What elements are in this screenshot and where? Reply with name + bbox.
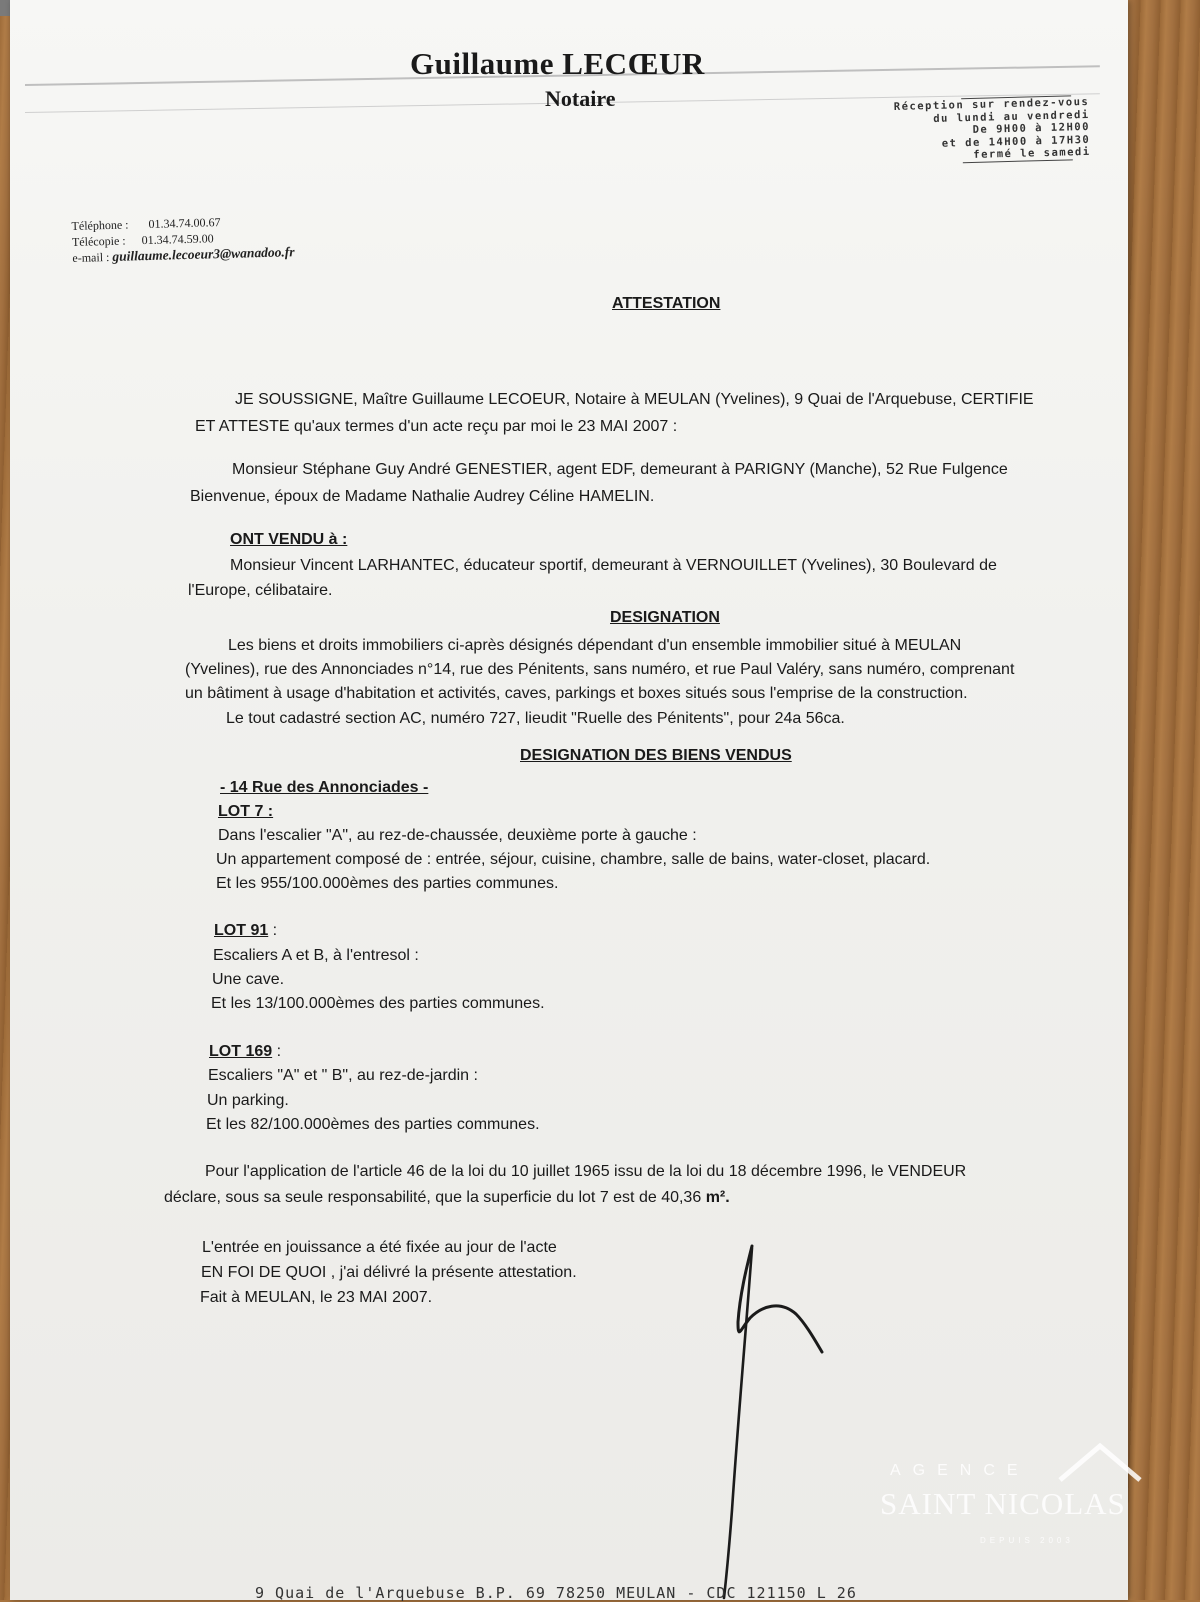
- doc-heading: ATTESTATION: [612, 295, 721, 312]
- lot-label: LOT 169: [209, 1043, 273, 1060]
- fax-value: 01.34.74.59.00: [141, 231, 214, 248]
- lot-line: Une cave.: [212, 971, 285, 988]
- lot-line: Et les 82/100.000èmes des parties communes.: [206, 1116, 540, 1133]
- lot-line: Escaliers "A" et " B", au rez-de-jardin :: [208, 1067, 478, 1084]
- intro-line-2: ET ATTESTE qu'aux termes d'un acte reçu par moi le 23 MAI 2007 :: [195, 418, 678, 435]
- attestation-paper: [10, 0, 1128, 1600]
- hours-line: et de 14H00 à 17H30: [941, 133, 1091, 150]
- watermark-since: DEPUIS 2003: [980, 1536, 1074, 1545]
- lot-label-suffix: :: [268, 922, 278, 939]
- closing-line-3: Fait à MEULAN, le 23 MAI 2007.: [200, 1289, 433, 1306]
- phone-label: Téléphone :: [71, 217, 129, 234]
- lot-label: LOT 91: [214, 922, 269, 939]
- closing-line-2: EN FOI DE QUOI , j'ai délivré la présente attestation.: [201, 1264, 577, 1281]
- sold-heading: ONT VENDU à :: [230, 531, 348, 548]
- hours-line: De 9H00 à 12H00: [972, 120, 1091, 136]
- designation-heading: DESIGNATION: [610, 609, 720, 626]
- phone-value: 01.34.74.00.67: [148, 215, 221, 231]
- notary-name: Guillaume LECŒUR: [410, 46, 705, 81]
- notary-signature: [10, 0, 1128, 1600]
- lot-line: Escaliers A et B, à l'entresol :: [213, 947, 419, 964]
- lot-line: Un parking.: [207, 1092, 289, 1109]
- buyer-line-1: Monsieur Vincent LARHANTEC, éducateur sportif, demeurant à VERNOUILLET (Yvelines), 30 Boulevard de: [230, 557, 997, 574]
- lot-line: Et les 13/100.000èmes des parties communes.: [211, 995, 545, 1012]
- lot-line: Et les 955/100.000èmes des parties communes.: [216, 875, 559, 892]
- goods-heading: DESIGNATION DES BIENS VENDUS: [520, 747, 792, 764]
- agency-watermark: [880, 1440, 1160, 1590]
- closing-line-1: L'entrée en jouissance a été fixée au jour de l'acte: [202, 1239, 557, 1256]
- hours-line: du lundi au vendredi: [933, 108, 1090, 125]
- hours-line: Réception sur rendez-vous: [893, 95, 1090, 113]
- buyer-line-2: l'Europe, célibataire.: [188, 582, 333, 599]
- property-address: - 14 Rue des Annonciades -: [220, 779, 429, 796]
- designation-line-3: un bâtiment à usage d'habitation et activités, caves, parkings et boxes situés sous l'emprise de la construction.: [185, 685, 968, 702]
- email-value: guillaume.lecoeur3@wanadoo.fr: [112, 244, 295, 264]
- designation-line-4: Le tout cadastré section AC, numéro 727, lieudit "Ruelle des Pénitents", pour 24a 56ca.: [226, 710, 845, 727]
- notary-title: Notaire: [545, 86, 616, 111]
- fax-label: Télécopie :: [71, 233, 126, 249]
- email-label: e-mail :: [72, 250, 110, 265]
- seller-line-2: Bienvenue, époux de Madame Nathalie Audrey Céline HAMELIN.: [190, 488, 655, 505]
- area-unit: m².: [705, 1189, 730, 1206]
- lot-label: LOT 7 :: [218, 803, 274, 820]
- designation-line-1: Les biens et droits immobiliers ci-après désignés dépendant d'un ensemble immobilier situé à MEULAN: [228, 637, 962, 654]
- hours-line: fermé le samedi: [973, 145, 1091, 161]
- lot-label-suffix: :: [272, 1043, 282, 1060]
- watermark-name: SAINT NICOLAS: [880, 1486, 1126, 1521]
- seller-line-1: Monsieur Stéphane Guy André GENESTIER, agent EDF, demeurant à PARIGNY (Manche), 52 Rue Fulgence: [232, 461, 1008, 478]
- office-footer: 9 Quai de l'Arquebuse B.P. 69 78250 MEULAN - CDC 121150 L 26: [255, 1584, 857, 1602]
- law-line-1: Pour l'application de l'article 46 de la loi du 10 juillet 1965 issu de la loi du 18 décembre 1996, le VENDEUR: [205, 1163, 967, 1180]
- watermark-agence: AGENCE: [890, 1462, 1030, 1479]
- lot-line: Dans l'escalier "A", au rez-de-chaussée, deuxième porte à gauche :: [218, 827, 697, 844]
- lot-line: Un appartement composé de : entrée, séjour, cuisine, chambre, salle de bains, water-closet, placard.: [216, 851, 931, 868]
- intro-line-1: JE SOUSSIGNE, Maître Guillaume LECOEUR, Notaire à MEULAN (Yvelines), 9 Quai de l'Arquebuse, CERTIFIE: [235, 391, 1034, 408]
- law-text: déclare, sous sa seule responsabilité, que la superficie du lot 7 est de 40,36: [164, 1189, 702, 1206]
- designation-line-2: (Yvelines), rue des Annonciades n°14, rue des Pénitents, sans numéro, et rue Paul Valéry, sans numéro, comprenant: [185, 661, 1015, 678]
- house-roof-icon: [1055, 1440, 1145, 1484]
